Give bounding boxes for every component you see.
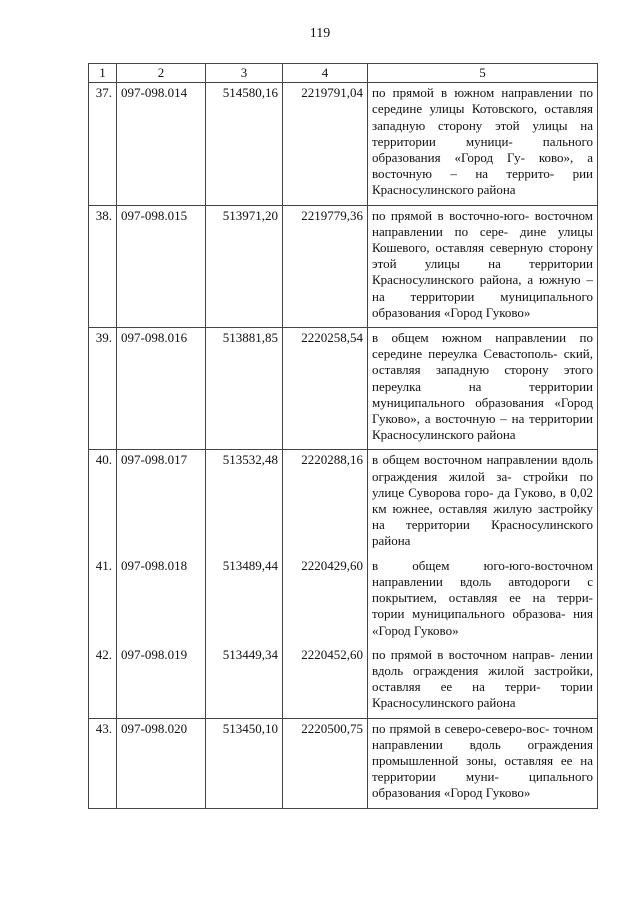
coordinate-x: 513971,20 <box>206 205 283 327</box>
description-line: ния «Город Гуково» <box>372 606 593 638</box>
description-line: ограждения промышленной зоны, <box>372 736 593 768</box>
coordinate-x: 513450,10 <box>206 718 283 808</box>
description-line: середине переулка Севастополь- <box>372 346 558 362</box>
description-line: тории Красносулинского района <box>372 679 593 711</box>
table-row <box>89 328 598 450</box>
description-line: покрытием, оставляя ее на терри- <box>372 590 593 606</box>
point-number: 42. <box>89 645 117 718</box>
boundary-description <box>368 450 598 556</box>
column-header-1: 1 <box>89 64 117 83</box>
description-line: направлении вдоль автодороги с <box>372 573 593 589</box>
point-code: 097-098.018 <box>117 556 206 645</box>
description-line: ский, оставляя западную сторону <box>372 346 593 378</box>
point-number: 41. <box>89 556 117 645</box>
description-line: восточном направлении по сере- <box>372 207 594 239</box>
description-line: этого переулка на территории <box>372 362 593 394</box>
coordinate-x: 514580,16 <box>206 83 283 205</box>
table-row <box>89 83 598 205</box>
description-line: пального образования «Город Гу- <box>372 133 594 166</box>
description-line: оставляя жилую застройку на <box>372 501 593 533</box>
table-row <box>89 205 598 327</box>
coordinate-x: 513489,44 <box>206 556 283 645</box>
description-line: «Город Гуково», а восточную – <box>372 394 593 427</box>
boundary-description <box>368 718 598 808</box>
coordinate-x: 513449,34 <box>206 645 283 718</box>
description-line: северную сторону этой улицы на <box>372 240 594 272</box>
point-code: 097-098.014 <box>117 83 206 205</box>
coordinate-y: 2220500,75 <box>283 718 368 808</box>
description-line: района <box>477 427 516 443</box>
point-number: 38. <box>89 205 117 327</box>
column-header-3: 3 <box>206 64 283 83</box>
boundary-description <box>368 645 598 718</box>
description-line: «Город Гуково» <box>443 304 531 320</box>
coordinate-y: 2219791,04 <box>283 83 368 205</box>
column-header-4: 4 <box>283 64 368 83</box>
point-code: 097-098.019 <box>117 645 206 718</box>
boundary-description <box>368 556 598 645</box>
description-line: муниципального образования <box>372 394 544 410</box>
description-line: тории муниципального образова- <box>372 606 566 622</box>
description-line: ково», а восточную – на террито- <box>372 150 593 182</box>
coordinate-x: 513881,85 <box>206 328 283 450</box>
boundary-points-table <box>88 63 598 809</box>
description-line: по прямой в восточно-юго- <box>372 207 530 223</box>
description-line: да Гуково, в 0,02 км южнее, <box>372 484 594 517</box>
point-number: 37. <box>89 83 117 205</box>
table-header-row <box>89 64 598 83</box>
description-line: территории Красносулинского <box>372 256 594 288</box>
description-line: застройки, оставляя ее на терри- <box>372 662 593 695</box>
description-line: в общем юго-юго-восточном <box>372 557 593 573</box>
column-header-2: 2 <box>117 64 206 83</box>
description-line: лении вдоль ограждения жилой <box>372 646 593 678</box>
coordinate-y: 2219779,36 <box>283 205 368 327</box>
description-line: дине улицы Кошевого, оставляя <box>372 223 593 256</box>
boundary-description <box>368 328 598 450</box>
description-line: оставляя ее на территории муни- <box>372 752 594 785</box>
point-code: 097-098.017 <box>117 450 206 556</box>
point-code: 097-098.020 <box>117 718 206 808</box>
description-line: в общем южном направлении по <box>372 330 593 346</box>
description-line: Гуково» <box>485 785 531 801</box>
description-line: вдоль ограждения жилой за- <box>372 452 593 484</box>
point-code: 097-098.015 <box>117 205 206 327</box>
point-number: 43. <box>89 718 117 808</box>
table-body <box>89 83 598 808</box>
boundary-description <box>368 83 598 205</box>
description-line: территории Красносулинского <box>406 517 594 533</box>
table-row <box>89 645 598 718</box>
coordinate-y: 2220258,54 <box>283 328 368 450</box>
page-number: 119 <box>309 26 331 41</box>
point-number: 40. <box>89 450 117 556</box>
table-row <box>89 556 598 645</box>
coordinate-y: 2220452,60 <box>283 645 368 718</box>
description-line: на территории Красносулинского <box>372 411 593 443</box>
description-line: муниципального образования <box>372 288 593 320</box>
description-line: по прямой в южном направлении <box>372 85 573 101</box>
table-row <box>89 450 598 556</box>
description-line: точном направлении вдоль <box>372 720 593 752</box>
boundary-description <box>368 205 598 327</box>
description-line: улицы на территории муници- <box>372 117 594 149</box>
description-line: оставляя западную сторону этой <box>372 101 593 133</box>
description-line: по прямой в северо-северо-вос- <box>372 720 550 736</box>
description-line: стройки по улице Суворова горо- <box>372 468 594 500</box>
point-number: 39. <box>89 328 117 450</box>
coordinate-x: 513532,48 <box>206 450 283 556</box>
description-line: по середине улицы Котовского, <box>372 85 594 117</box>
table-row <box>89 718 598 808</box>
coordinate-y: 2220429,60 <box>283 556 368 645</box>
description-line: ципального образования «Город <box>372 769 593 801</box>
description-line: рии Красносулинского района <box>372 166 594 198</box>
description-line: района, а южную – на территории <box>372 272 593 304</box>
point-code: 097-098.016 <box>117 328 206 450</box>
description-line: по прямой в восточном направ- <box>372 646 555 662</box>
description-line: в общем восточном направлении <box>372 452 558 468</box>
column-header-5: 5 <box>368 64 598 83</box>
coordinate-y: 2220288,16 <box>283 450 368 556</box>
description-line: района <box>372 533 411 549</box>
